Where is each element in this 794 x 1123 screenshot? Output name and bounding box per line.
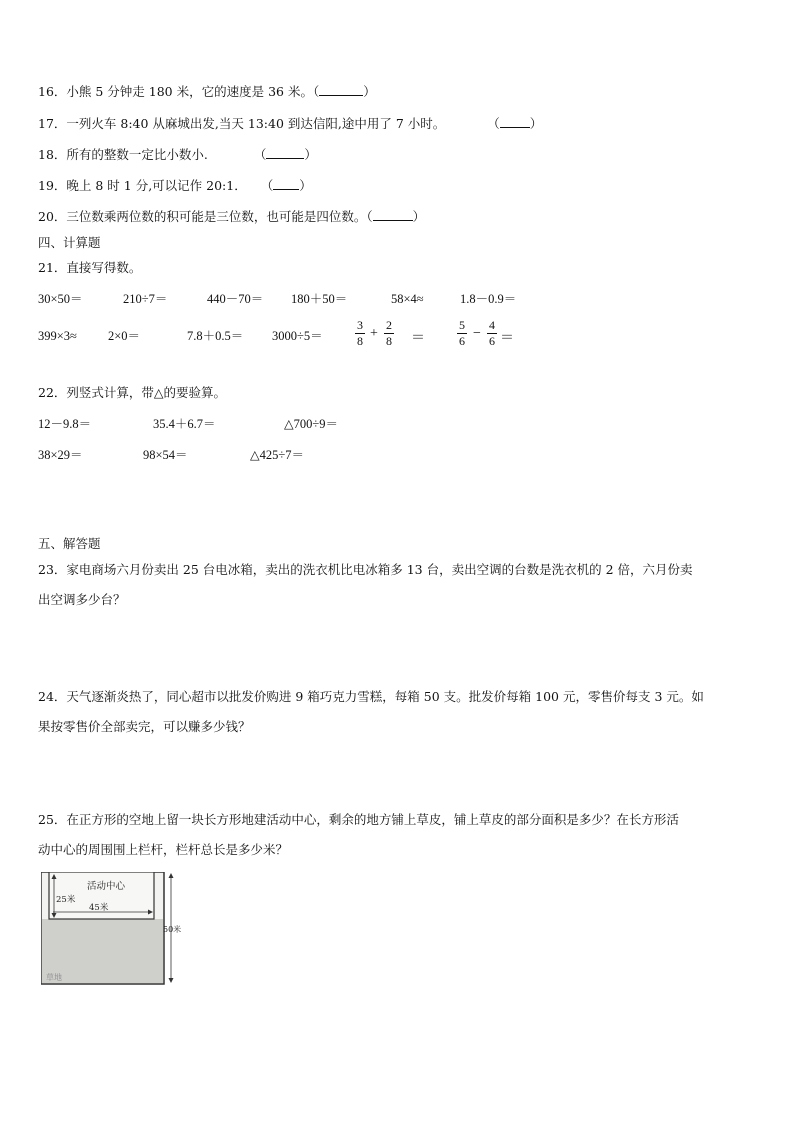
numerator: 3 <box>357 318 363 332</box>
close-paren: ） <box>529 116 543 131</box>
side-label: 50米 <box>163 925 182 934</box>
square-field-figure <box>41 872 191 987</box>
close-paren: ） <box>363 84 376 99</box>
vertical-calc-item: 12－9.8＝ <box>38 417 92 431</box>
denominator: 8 <box>386 334 392 348</box>
grass-label: 草地 <box>46 973 62 982</box>
numerator: 5 <box>459 318 465 332</box>
calc-item: 399×3≈ <box>38 329 77 343</box>
calc-item: 30×50＝ <box>38 292 83 306</box>
question-16 <box>38 83 376 100</box>
vertical-calc-item: 98×54＝ <box>143 448 188 462</box>
denominator: 8 <box>357 334 363 348</box>
fraction-4-6 <box>487 319 497 348</box>
activity-center-label: 活动中心 <box>87 881 126 892</box>
close-paren: ） <box>299 178 312 193</box>
arrow-down-icon <box>169 978 174 983</box>
question-23-line: 23．家电商场六月份卖出 25 台电冰箱，卖出的洗衣机比电冰箱多 13 台，卖出空调的台数是洗衣机的 2 倍，六月份卖 <box>38 562 693 577</box>
calc-item: 440－70＝ <box>207 292 264 306</box>
answer-blank-20[interactable] <box>373 208 413 221</box>
question-25-line: 25．在正方形的空地上留一块长方形地建活动中心，剩余的地方铺上草皮，铺上草皮的部分面积是多少？在长方形活 <box>38 812 679 827</box>
open-paren: （ <box>260 178 274 193</box>
fraction-2-8 <box>384 319 394 348</box>
minus-sign: − <box>473 326 481 341</box>
open-paren: （ <box>253 147 267 162</box>
question-21: 21．直接写得数。 <box>38 260 142 275</box>
width-label: 45米 <box>89 903 109 913</box>
numerator: 2 <box>386 318 392 332</box>
question-24-line: 果按零售价全部卖完，可以赚多少钱？ <box>38 719 251 734</box>
answer-blank-18[interactable] <box>266 146 304 159</box>
equals-sign: ＝ <box>411 331 425 346</box>
denominator: 6 <box>489 334 495 348</box>
question-16-text: 16．小熊 5 分钟走 180 米，它的速度是 36 米。（ <box>38 84 320 99</box>
vertical-calc-item: 35.4＋6.7＝ <box>153 417 216 431</box>
open-paren: （ <box>487 116 500 131</box>
question-24 <box>38 682 758 742</box>
calc-item: 180＋50＝ <box>291 292 348 306</box>
question-23-line: 出空调多少台？ <box>38 592 126 607</box>
question-23 <box>38 555 758 615</box>
height-label: 25米 <box>56 895 76 905</box>
calc-item: 210÷7＝ <box>123 292 168 306</box>
question-25-line: 动中心的周围围上栏杆，栏杆总长是多少米？ <box>38 842 289 857</box>
answer-blank-16[interactable] <box>319 83 363 96</box>
question-24-line: 24．天气逐渐炎热了，同心超市以批发价购进 9 箱巧克力雪糕，每箱 50 支。批发价每箱 100 元，零售价每支 3 元。如 <box>38 689 704 704</box>
question-18 <box>38 146 317 163</box>
section-5-title: 五、解答题 <box>38 536 101 551</box>
section-4-title: 四、计算题 <box>38 235 101 250</box>
question-20-text: 20．三位数乘两位数的积可能是三位数，也可能是四位数。（ <box>38 209 373 224</box>
arrow-up-icon <box>169 873 174 878</box>
question-22: 22．列竖式计算，带△的要验算。 <box>38 385 227 400</box>
question-19-text: 19．晚上 8 时 1 分,可以记作 20:1． <box>38 178 247 193</box>
calc-item: 1.8－0.9＝ <box>460 292 517 306</box>
fraction-5-6 <box>457 319 467 348</box>
question-20 <box>38 208 425 225</box>
denominator: 6 <box>459 334 465 348</box>
numerator: 4 <box>489 318 495 332</box>
vertical-calc-item: △700÷9＝ <box>284 417 338 431</box>
answer-blank-17[interactable] <box>500 115 530 128</box>
fraction-3-8 <box>355 319 365 348</box>
calc-item: 58×4≈ <box>391 292 424 306</box>
calc-item: 7.8＋0.5＝ <box>187 329 244 343</box>
question-17 <box>38 115 542 132</box>
question-17-text: 17．一列火车 8:40 从麻城出发,当天 13:40 到达信阳,途中用了 7 小时。 <box>38 116 446 131</box>
question-18-text: 18．所有的整数一定比小数小. <box>38 147 208 162</box>
vertical-calc-item: △425÷7＝ <box>250 448 304 462</box>
calc-item: 3000÷5＝ <box>272 329 323 343</box>
question-25 <box>38 805 758 865</box>
close-paren: ） <box>304 147 317 162</box>
question-19 <box>38 177 312 194</box>
close-paren: ） <box>412 209 426 224</box>
plus-sign: + <box>370 326 378 341</box>
answer-blank-19[interactable] <box>273 177 299 190</box>
equals-sign: ＝ <box>500 331 514 346</box>
calc-item: 2×0＝ <box>108 329 141 343</box>
vertical-calc-item: 38×29＝ <box>38 448 83 462</box>
